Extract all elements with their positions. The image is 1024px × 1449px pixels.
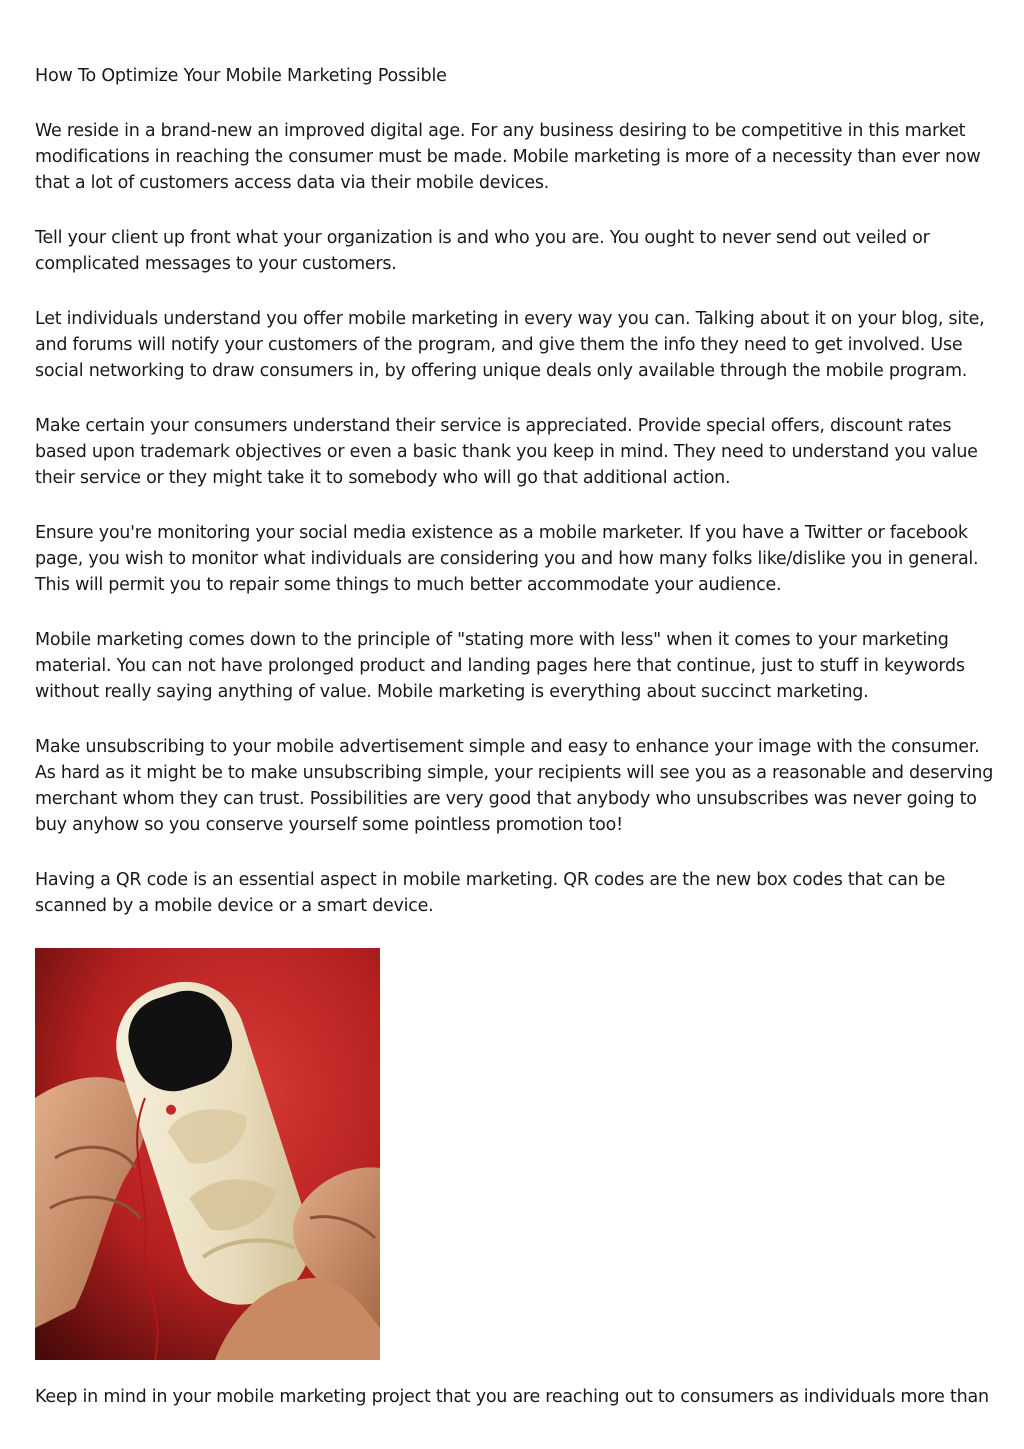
paragraph: Let individuals understand you offer mobile marketing in every way you can. Talking about it on your blog, site, and forums will notify your customers of the program, and give them the info they need to get involved. Use social networking to draw consumers in, by offering unique deals only available through the mobile program. — [35, 309, 985, 381]
paragraph: Make unsubscribing to your mobile advertisement simple and easy to enhance your image with the consumer. As hard as it might be to make unsubscribing simple, your recipients will see you as a reasonable and deserving merchant whom they can trust. Possibilities are very good that anybody who unsubscribes was never going to buy anyhow so you conserve yourself some pointless promotion too! — [35, 737, 994, 835]
paragraph: We reside in a brand-new an improved digital age. For any business desiring to be competitive in this market modifications in reaching the consumer must be made. Mobile marketing is more of a necessity than ever now that a lot of customers access data via their mobile devices. — [35, 121, 981, 193]
paragraph: Tell your client up front what your organization is and who you are. You ought to never send out veiled or complicated messages to your customers. — [35, 228, 930, 274]
article — [35, 63, 995, 1360]
photo-hands-holding-carved-phone — [35, 948, 380, 1360]
paragraph: Mobile marketing comes down to the principle of "stating more with less" when it comes to your marketing material. You can not have prolonged product and landing pages here that continue, just to stuff in keywords without really saying anything of value. Mobile marketing is everything about succinct marketing. — [35, 630, 965, 702]
paragraph: Having a QR code is an essential aspect in mobile marketing. QR codes are the new box codes that can be scanned by a mobile device or a smart device. — [35, 870, 946, 916]
paragraph: Make certain your consumers understand their service is appreciated. Provide special offers, discount rates based upon trademark objectives or even a basic thank you keep in mind. They need to understand you value their service or they might take it to somebody who will go that additional action. — [35, 416, 978, 488]
article-title: How To Optimize Your Mobile Marketing Possible — [35, 66, 447, 86]
paragraph: Ensure you're monitoring your social media existence as a mobile marketer. If you have a Twitter or facebook page, you wish to monitor what individuals are considering you and how many folks like/dislike you in general. This will permit you to repair some things to much better accommodate your audience. — [35, 523, 979, 595]
closing-line: Keep in mind in your mobile marketing project that you are reaching out to consumers as individuals more than — [35, 1387, 989, 1407]
